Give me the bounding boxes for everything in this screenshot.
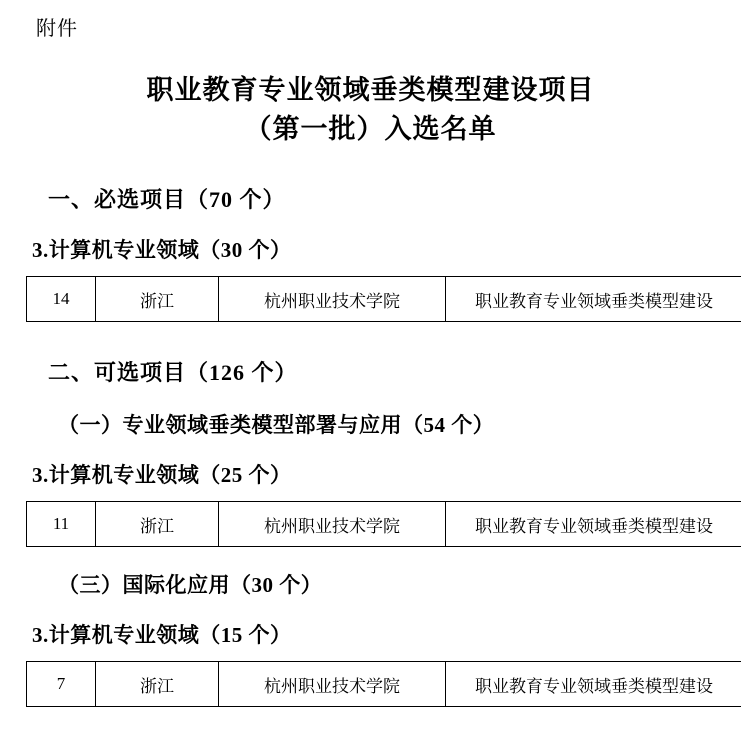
table-row [27,662,741,707]
row-project: 职业教育专业领域垂类模型建设 [446,502,741,547]
table-row [27,277,741,322]
row-index: 14 [27,277,96,322]
section-1-subheading: 3.计算机专业领域（30 个） [32,234,723,264]
section-1-heading: 一、必选项目（70 个） [48,183,723,214]
row-school: 杭州职业技术学院 [219,277,446,322]
row-school: 杭州职业技术学院 [219,662,446,707]
row-region: 浙江 [96,662,219,707]
section-3-subheading: 3.计算机专业领域（15 个） [32,619,723,649]
table-row [27,502,741,547]
page-title-line-1: 职业教育专业领域垂类模型建设项目 [58,71,683,110]
page-title-line-2: （第一批）入选名单 [58,110,683,149]
row-project: 职业教育专业领域垂类模型建设 [446,662,741,707]
section-2-heading: 二、可选项目（126 个） [48,356,723,387]
section-2-group-heading: （一）专业领域垂类模型部署与应用（54 个） [58,409,723,439]
attachment-label: 附件 [36,12,723,41]
section-3-group-heading: （三）国际化应用（30 个） [58,569,723,599]
row-region: 浙江 [96,277,219,322]
page-title [58,71,683,149]
row-school: 杭州职业技术学院 [219,502,446,547]
row-project: 职业教育专业领域垂类模型建设 [446,277,741,322]
row-region: 浙江 [96,502,219,547]
section-3-table [26,661,741,707]
section-2-subheading: 3.计算机专业领域（25 个） [32,459,723,489]
row-index: 7 [27,662,96,707]
section-2-table [26,501,741,547]
section-1-table [26,276,741,322]
row-index: 11 [27,502,96,547]
document-page [0,12,741,750]
